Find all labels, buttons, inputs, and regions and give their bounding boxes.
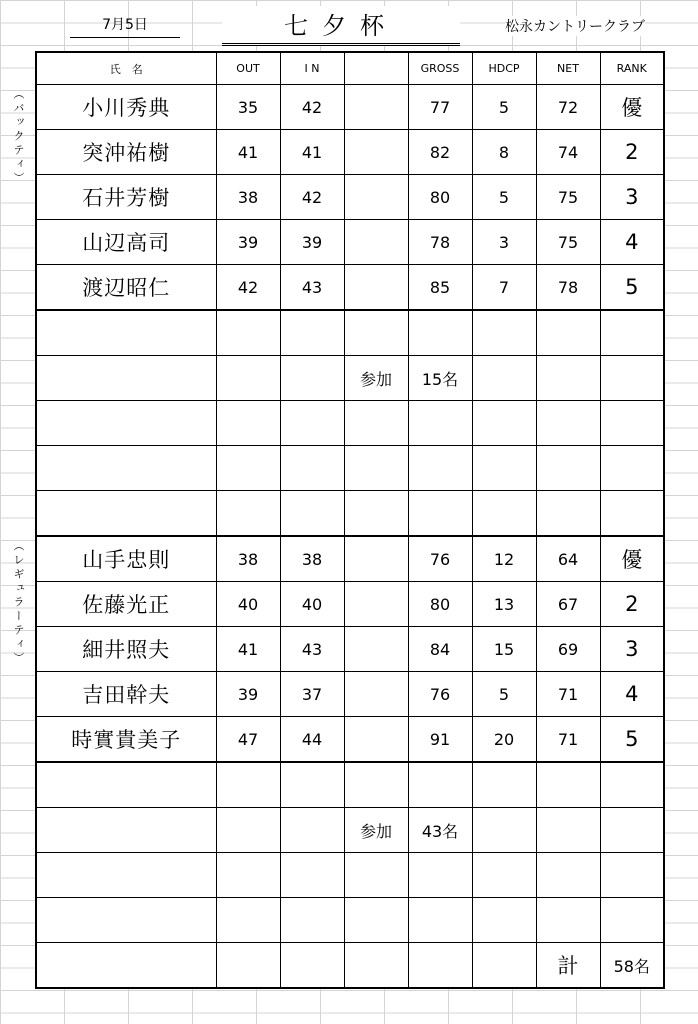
empty-row [36,898,664,943]
col-header-net: NET [536,52,600,85]
player-name: 細井照夫 [36,627,216,672]
player-name: 吉田幹夫 [36,672,216,717]
out-score: 40 [216,582,280,627]
rank-value: 2 [600,582,664,627]
table-row [36,130,664,175]
col-header-out: OUT [216,52,280,85]
total-label: 計 [536,943,600,989]
participants-label: 参加 [344,808,408,853]
total-row [36,943,664,989]
rank-value: 4 [600,220,664,265]
table-header-row [36,52,664,85]
hdcp-value: 15 [472,627,536,672]
hdcp-value: 5 [472,175,536,220]
net-score: 71 [536,717,600,763]
in-score: 43 [280,265,344,311]
hdcp-value: 12 [472,536,536,582]
net-score: 74 [536,130,600,175]
hdcp-value: 5 [472,672,536,717]
blank-cell [344,175,408,220]
net-score: 67 [536,582,600,627]
player-name: 渡辺昭仁 [36,265,216,311]
hdcp-value: 20 [472,717,536,763]
hdcp-value: 3 [472,220,536,265]
participants-count: 15名 [408,356,472,401]
col-header-blank [344,52,408,85]
blank-cell [344,717,408,763]
in-score: 41 [280,130,344,175]
player-name: 小川秀典 [36,85,216,130]
net-score: 71 [536,672,600,717]
participants-row [36,808,664,853]
rank-value: 優 [600,85,664,130]
in-score: 42 [280,85,344,130]
gross-score: 78 [408,220,472,265]
table-row [36,536,664,582]
score-table [35,51,665,989]
hdcp-value: 7 [472,265,536,311]
table-row [36,175,664,220]
rank-value: 3 [600,627,664,672]
gross-score: 76 [408,672,472,717]
gross-score: 84 [408,627,472,672]
in-score: 40 [280,582,344,627]
table-row [36,582,664,627]
out-score: 38 [216,175,280,220]
club-name: 松永カントリークラブ [505,16,645,36]
table-row [36,672,664,717]
col-header-rank: RANK [600,52,664,85]
in-score: 38 [280,536,344,582]
blank-cell [344,627,408,672]
out-score: 42 [216,265,280,311]
in-score: 42 [280,175,344,220]
player-name: 佐藤光正 [36,582,216,627]
gross-score: 82 [408,130,472,175]
event-date: 7月5日 [70,14,180,38]
col-header-name: 氏 名 [36,52,216,85]
in-score: 39 [280,220,344,265]
player-name: 時實貴美子 [36,717,216,763]
player-name: 山辺高司 [36,220,216,265]
blank-cell [344,220,408,265]
table-row [36,85,664,130]
in-score: 44 [280,717,344,763]
blank-cell [344,582,408,627]
empty-row [36,853,664,898]
empty-row [36,310,664,356]
out-score: 39 [216,672,280,717]
player-name: 山手忠則 [36,536,216,582]
out-score: 47 [216,717,280,763]
gross-score: 80 [408,582,472,627]
table-row [36,220,664,265]
gross-score: 91 [408,717,472,763]
blank-cell [344,672,408,717]
rank-value: 2 [600,130,664,175]
out-score: 35 [216,85,280,130]
table-row [36,627,664,672]
gross-score: 77 [408,85,472,130]
net-score: 69 [536,627,600,672]
section-label-regular-tee: （レギュラーティ） [12,540,25,666]
rank-value: 5 [600,717,664,763]
empty-row [36,491,664,537]
out-score: 41 [216,627,280,672]
net-score: 78 [536,265,600,311]
out-score: 38 [216,536,280,582]
net-score: 75 [536,175,600,220]
in-score: 37 [280,672,344,717]
empty-row [36,401,664,446]
rank-value: 4 [600,672,664,717]
rank-value: 優 [600,536,664,582]
col-header-gross: GROSS [408,52,472,85]
section-label-back-tee: （バックティ） [12,88,25,186]
player-name: 石井芳樹 [36,175,216,220]
gross-score: 85 [408,265,472,311]
blank-cell [344,85,408,130]
blank-cell [344,536,408,582]
table-row [36,265,664,311]
net-score: 75 [536,220,600,265]
page-title: 七夕杯 [222,6,460,46]
player-name: 突沖祐樹 [36,130,216,175]
blank-cell [344,265,408,311]
net-score: 72 [536,85,600,130]
gross-score: 80 [408,175,472,220]
col-header-in: I N [280,52,344,85]
col-header-hdcp: HDCP [472,52,536,85]
participants-row [36,356,664,401]
empty-row [36,446,664,491]
gross-score: 76 [408,536,472,582]
hdcp-value: 5 [472,85,536,130]
in-score: 43 [280,627,344,672]
rank-value: 3 [600,175,664,220]
blank-cell [344,130,408,175]
hdcp-value: 13 [472,582,536,627]
out-score: 41 [216,130,280,175]
out-score: 39 [216,220,280,265]
participants-count: 43名 [408,808,472,853]
table-row [36,717,664,763]
empty-row [36,762,664,808]
total-count: 58名 [600,943,664,989]
net-score: 64 [536,536,600,582]
participants-label: 参加 [344,356,408,401]
hdcp-value: 8 [472,130,536,175]
rank-value: 5 [600,265,664,311]
